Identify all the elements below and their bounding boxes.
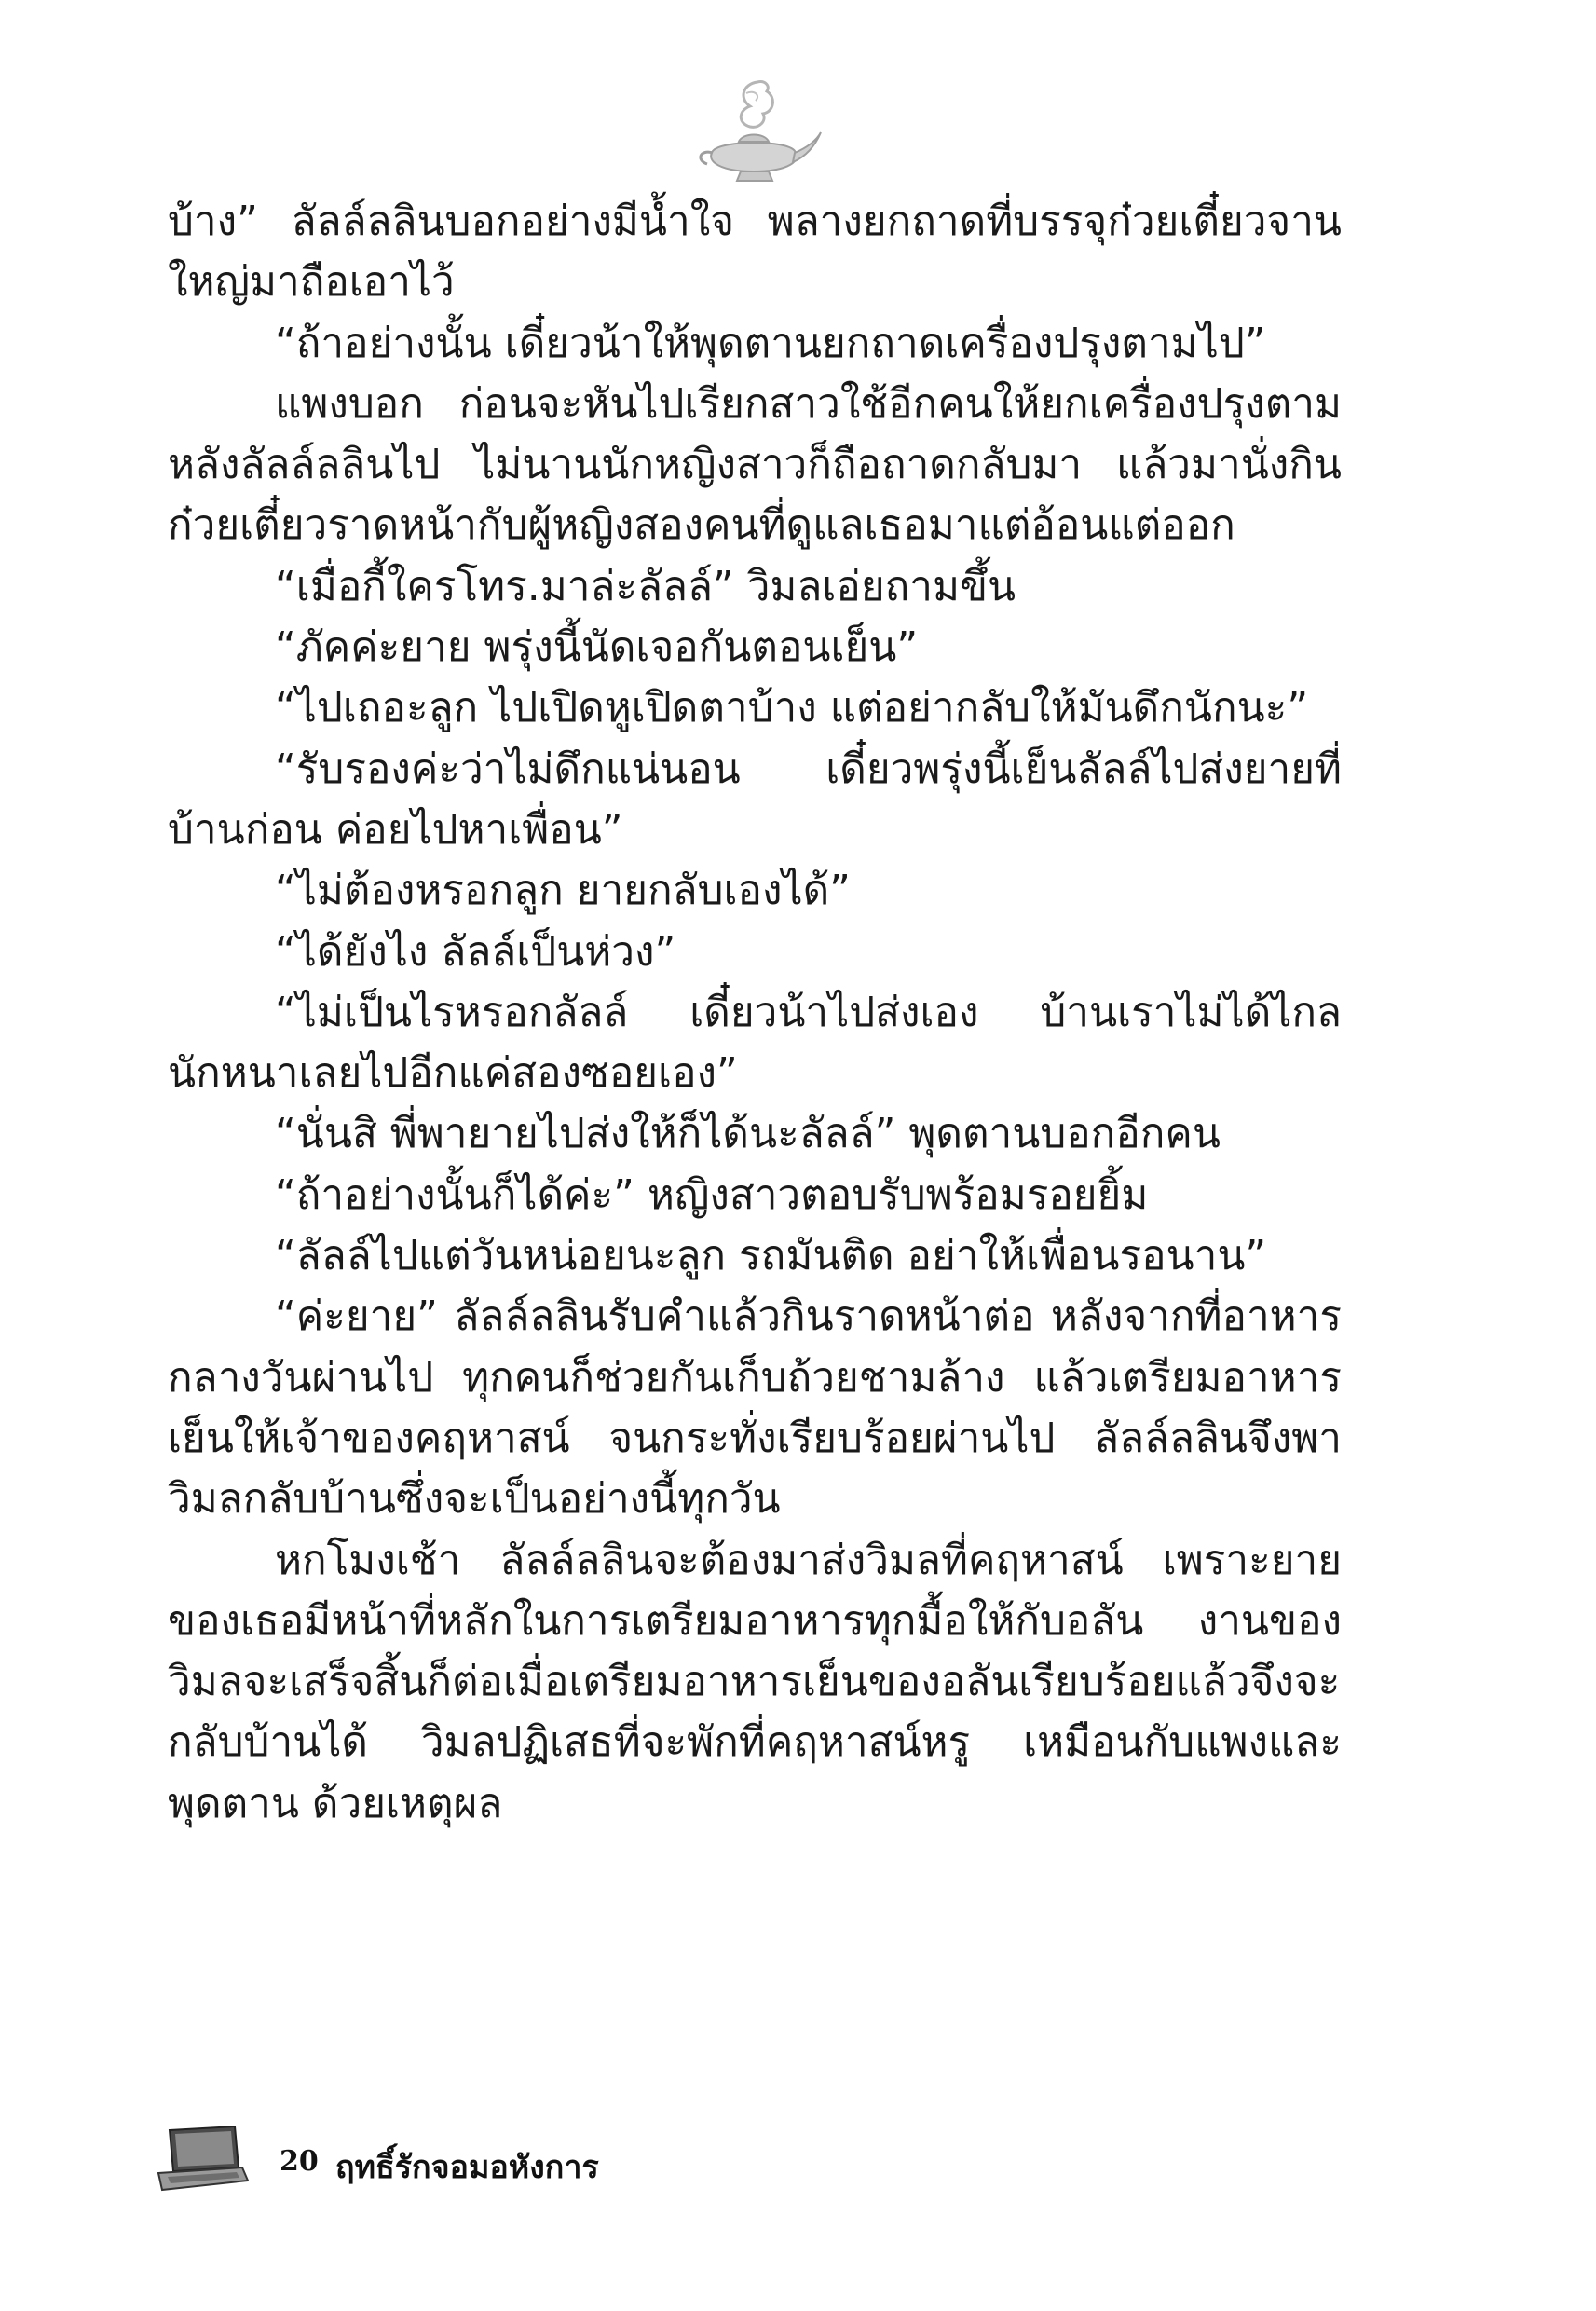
paragraph: “ถ้าอย่างนั้น เดี๋ยวน้าให้พุดตานยกถาดเครื่องปรุงตามไป” xyxy=(275,319,1266,367)
paragraph: “เมื่อกี้ใครโทร.มาล่ะลัลล์” วิมลเอ่ยถามขึ้น xyxy=(275,562,1016,610)
paragraph: “ไม่เป็นไรหรอกลัลล์ เดี๋ยวน้าไปส่งเอง บ้านเราไม่ได้ไกลนักหนาเลยไปอีกแค่สองซอยเอง” xyxy=(168,988,1342,1098)
paragraph: “ได้ยังไง ลัลล์เป็นห่วง” xyxy=(275,927,676,976)
paragraph: “ถ้าอย่างนั้นก็ได้ค่ะ” หญิงสาวตอบรับพร้อมรอยยิ้ม xyxy=(275,1170,1149,1219)
genie-lamp-icon xyxy=(685,75,825,186)
paragraph: บ้าง” ลัลล์ลลินบอกอย่างมีน้ำใจ พลางยกถาดที่บรรจุก๋วยเตี๋ยวจานใหญ่มาถือเอาไว้ xyxy=(168,198,1342,307)
paragraph: แพงบอก ก่อนจะหันไปเรียกสาวใช้อีกคนให้ยกเครื่องปรุงตามหลังลัลล์ลลินไป ไม่นานนักหญิงสาวก็ถือถาดกลับมา แล้วมานั่งกินก๋วยเตี๋ยวราดหน้ากับผู้หญิงสองคนที่ดูแลเธอมาแต่อ้อนแต่ออก xyxy=(168,379,1342,550)
paragraph: “รับรองค่ะว่าไม่ดึกแน่นอน เดี๋ยวพรุ่งนี้เย็นลัลล์ไปส่งยายที่บ้านก่อน ค่อยไปหาเพื่อน” xyxy=(168,745,1342,854)
paragraph: หกโมงเช้า ลัลล์ลลินจะต้องมาส่งวิมลที่คฤหาสน์ เพราะยายของเธอมีหน้าที่หลักในการเตรียมอาหารทุกมื้อให้กับอลัน งานของวิมลจะเสร็จสิ้นก็ต่อเมื่อเตรียมอาหารเย็นของอลันเรียบร้อยแล้วจึงจะกลับบ้านได้ วิมลปฏิเสธที่จะพักที่คฤหาสน์หรู เหมือนกับแพงและพุดตาน ด้วยเหตุผล xyxy=(168,1536,1342,1827)
paragraph: “ไม่ต้องหรอกลูก ยายกลับเองได้” xyxy=(275,867,851,915)
body-text xyxy=(168,191,1342,1834)
paragraph: “ไปเถอะลูก ไปเปิดหูเปิดตาบ้าง แต่อย่ากลับให้มันดึกนักนะ” xyxy=(275,684,1309,732)
paragraph: “ลัลล์ไปแต่วันหน่อยนะลูก รถมันติด อย่าให้เพื่อนรอนาน” xyxy=(275,1232,1267,1280)
page-footer xyxy=(149,2125,801,2199)
book-title: ฤทธิ์รักจอมอหังการ xyxy=(335,2149,599,2186)
paragraph: “นั่นสิ พี่พายายไปส่งให้ก็ได้นะลัลล์” พุดตานบอกอีกคน xyxy=(275,1110,1221,1158)
paragraph: “ค่ะยาย” ลัลล์ลลินรับคำแล้วกินราดหน้าต่อ หลังจากที่อาหารกลางวันผ่านไป ทุกคนก็ช่วยกันเก็บถ้วยชามล้าง แล้วเตรียมอาหารเย็นให้เจ้าของคฤหาสน์ จนกระทั่งเรียบร้อยผ่านไป ลัลล์ลลินจึงพาวิมลกลับบ้านซึ่งจะเป็นอย่างนี้ทุกวัน xyxy=(168,1292,1342,1524)
paragraph: “ภัคค่ะยาย พรุ่งนี้นัดเจอกันตอนเย็น” xyxy=(275,623,919,672)
page-number: 20 xyxy=(280,2145,319,2178)
laptop-icon xyxy=(149,2125,252,2195)
